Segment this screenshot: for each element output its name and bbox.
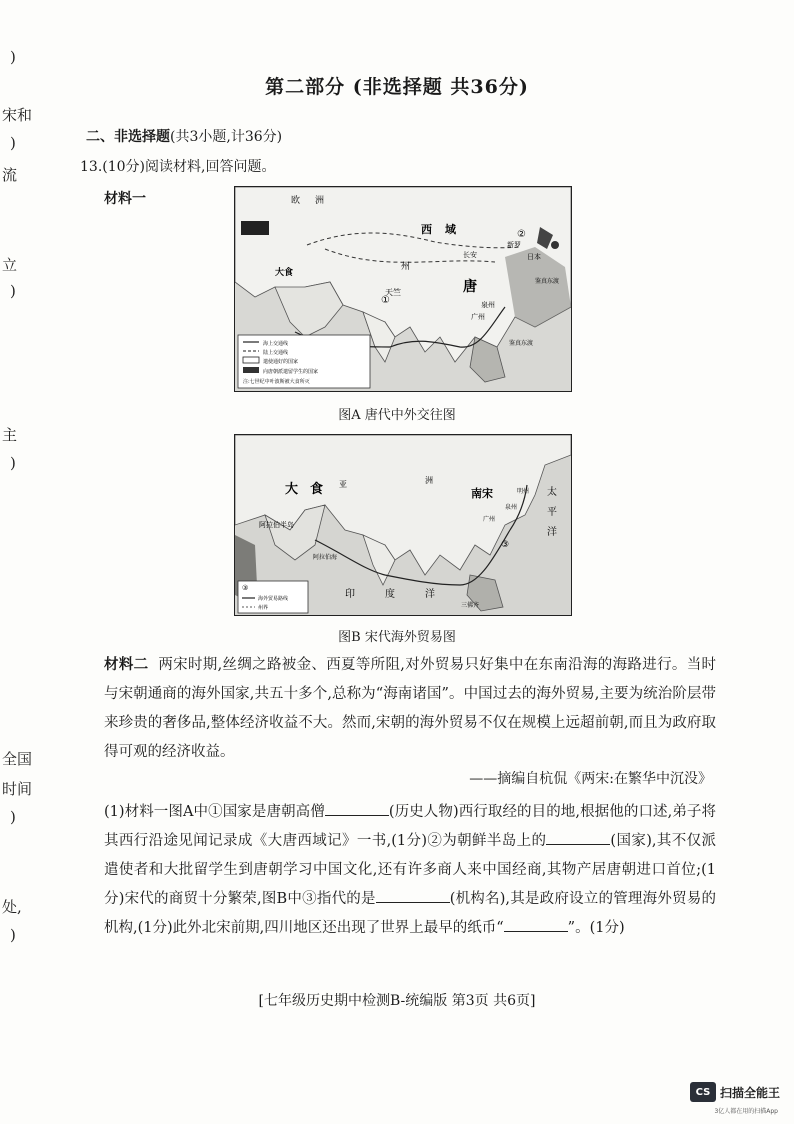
map-b-label: 泉州: [505, 504, 518, 511]
legend-a-land-route: 陆上交通线: [263, 350, 289, 356]
margin-fragment: ): [10, 454, 16, 472]
map-b-label: 阿拉伯半岛: [259, 521, 294, 529]
legend-b-border: 州界: [258, 605, 269, 611]
subq1-part4: (机构名),其是政府设立的管理海外贸易的机构,(1分)此外北宋前期,四川地区还出现了世界上最早的纸币“: [104, 891, 717, 936]
subq1-part3: (国家),其不仅派遣使者和大批留学生到唐朝学习中国文化,还有许多商人来中国经商,其物产居唐朝进口首位;(1分)宋代的商贸十分繁荣,图B中③指代的是: [104, 833, 716, 907]
section-label: 二、非选择题: [86, 129, 170, 145]
map-b-caption: 图B 宋代海外贸易图: [338, 630, 456, 645]
map-b-label: 大: [285, 482, 299, 497]
map-b-label: 平: [547, 507, 557, 518]
margin-fragment: 主: [2, 426, 18, 444]
map-a-label: 域: [445, 223, 456, 236]
map-b-song-trade: [234, 434, 572, 616]
margin-fragment: ): [10, 926, 16, 944]
material-2-text: 两宋时期,丝绸之路被金、西夏等所阻,对外贸易只好集中在东南沿海的海路进行。当时与宋朝通商的海外国家,共五十多个,总称为“海南诸国”。中国过去的海外贸易,主要为统治阶层带来珍贵的奢侈品,整体经济收益不大。然而,宋朝的海外贸易不仅在规模上远超前朝,而且为政府取得可观的经济收益。: [104, 657, 717, 760]
answer-blank-country[interactable]: [546, 830, 610, 845]
map-a-marker-1: ①: [381, 295, 390, 306]
map-b-label: 太: [547, 487, 557, 498]
margin-fragment: 立: [2, 256, 18, 274]
map-a-label: 唐: [463, 279, 477, 295]
legend-a-envoy-states: 遣使通好的国家: [263, 359, 299, 365]
map-b-marker-3: ③: [501, 540, 510, 550]
map-b-label: 食: [310, 482, 324, 497]
map-b-label: 亚: [339, 480, 347, 489]
question-number: 13.: [80, 159, 103, 175]
map-a-label: 西: [421, 223, 432, 236]
map-a-marker-2: ②: [517, 229, 526, 240]
answer-blank-monk[interactable]: [325, 801, 389, 816]
answer-blank-institution[interactable]: [376, 888, 450, 903]
material-2: [104, 650, 716, 767]
margin-fragment: 宋和: [2, 106, 33, 124]
map-a-label: 鉴真东渡: [535, 278, 560, 285]
map-a-svg: [235, 187, 571, 391]
margin-fragment: ): [10, 282, 16, 300]
map-b-label: 印: [345, 589, 355, 600]
map-a-label: 泉州: [481, 301, 495, 309]
margin-fragment: ): [10, 48, 16, 66]
map-a-label: 广州: [471, 313, 485, 321]
map-b-label: 明州: [517, 488, 530, 495]
map-b-label: 南宋: [471, 487, 493, 500]
margin-fragment: ): [10, 134, 16, 152]
legend-a-student-states: 向唐朝派遣留学生的国家: [263, 369, 319, 375]
subq1-part2: (历史人物)西行取经的目的地,根据他的口述,弟子将其西行沿途见闻记录成《大唐西域记》一书,(1分)②为朝鲜半岛上的: [104, 804, 716, 849]
map-b-label: 三佛齐: [461, 602, 480, 609]
legend-b-marker: ③: [242, 584, 249, 592]
map-b-label: 度: [385, 589, 395, 600]
subq1-part5: ”。(1分): [567, 920, 625, 936]
material-1-label: 材料一: [104, 191, 146, 207]
map-b-label: 阿拉伯海: [313, 554, 338, 561]
question-13: [80, 156, 275, 176]
map-a-label: 欧: [291, 196, 301, 206]
legend-a-note: 注:七世纪中叶波斯被大食所灭: [243, 379, 310, 385]
camscanner-logo-icon: CS: [690, 1082, 716, 1102]
margin-fragment: 全国: [2, 750, 33, 768]
map-b-label: 洋: [425, 589, 435, 600]
material-2-label: 材料二: [104, 656, 149, 673]
material-2-source: ——摘编自杭侃《两宋:在繁华中沉没》: [469, 771, 712, 787]
question-score: (10分): [102, 159, 146, 175]
margin-fragment: 处,: [2, 898, 22, 916]
map-a-label: 长安: [463, 251, 477, 259]
watermark-name: 扫描全能王: [719, 1085, 780, 1100]
map-a-tang-foreign-relations: [234, 186, 572, 392]
map-b-label: 洲: [425, 476, 433, 485]
map-a-label: 新罗: [507, 241, 521, 249]
map-a-label: 洲: [315, 196, 325, 206]
margin-fragment: 时间: [2, 780, 33, 798]
map-a-label: 州: [401, 262, 411, 272]
map-a-caption: 图A 唐代中外交往图: [338, 408, 456, 423]
scanner-watermark: [690, 1082, 780, 1102]
page-footer: [七年级历史期中检测B-统编版 第3页 共6页]: [258, 993, 536, 1009]
subquestion-1: [104, 798, 716, 943]
watermark-sub: 3亿人都在用的扫描App: [714, 1108, 778, 1115]
map-b-svg: [235, 435, 571, 615]
legend-b-trade-route: 海外贸易路线: [258, 596, 289, 602]
map-b-label: 广州: [483, 516, 496, 523]
map-a-label: 大食: [275, 268, 294, 278]
map-a-label: 天竺: [385, 288, 401, 297]
map-a-inset-label: 鉴真东渡: [509, 340, 534, 347]
map-a-label: 日本: [527, 253, 541, 261]
map-b-label: 洋: [547, 527, 557, 538]
question-prompt: 阅读材料,回答问题。: [145, 159, 276, 175]
page-title: 第二部分 (非选择题 共36分): [265, 76, 529, 98]
answer-blank-paper-money[interactable]: [504, 917, 568, 932]
section-heading: [86, 126, 282, 146]
section-desc: (共3小题,计36分): [170, 129, 283, 145]
subq1-part1: (1)材料一图A中①国家是唐朝高僧: [104, 804, 325, 820]
legend-a-sea-route: 海上交通线: [263, 341, 289, 347]
margin-fragment: ): [10, 808, 16, 826]
margin-fragment: 流: [2, 166, 18, 184]
